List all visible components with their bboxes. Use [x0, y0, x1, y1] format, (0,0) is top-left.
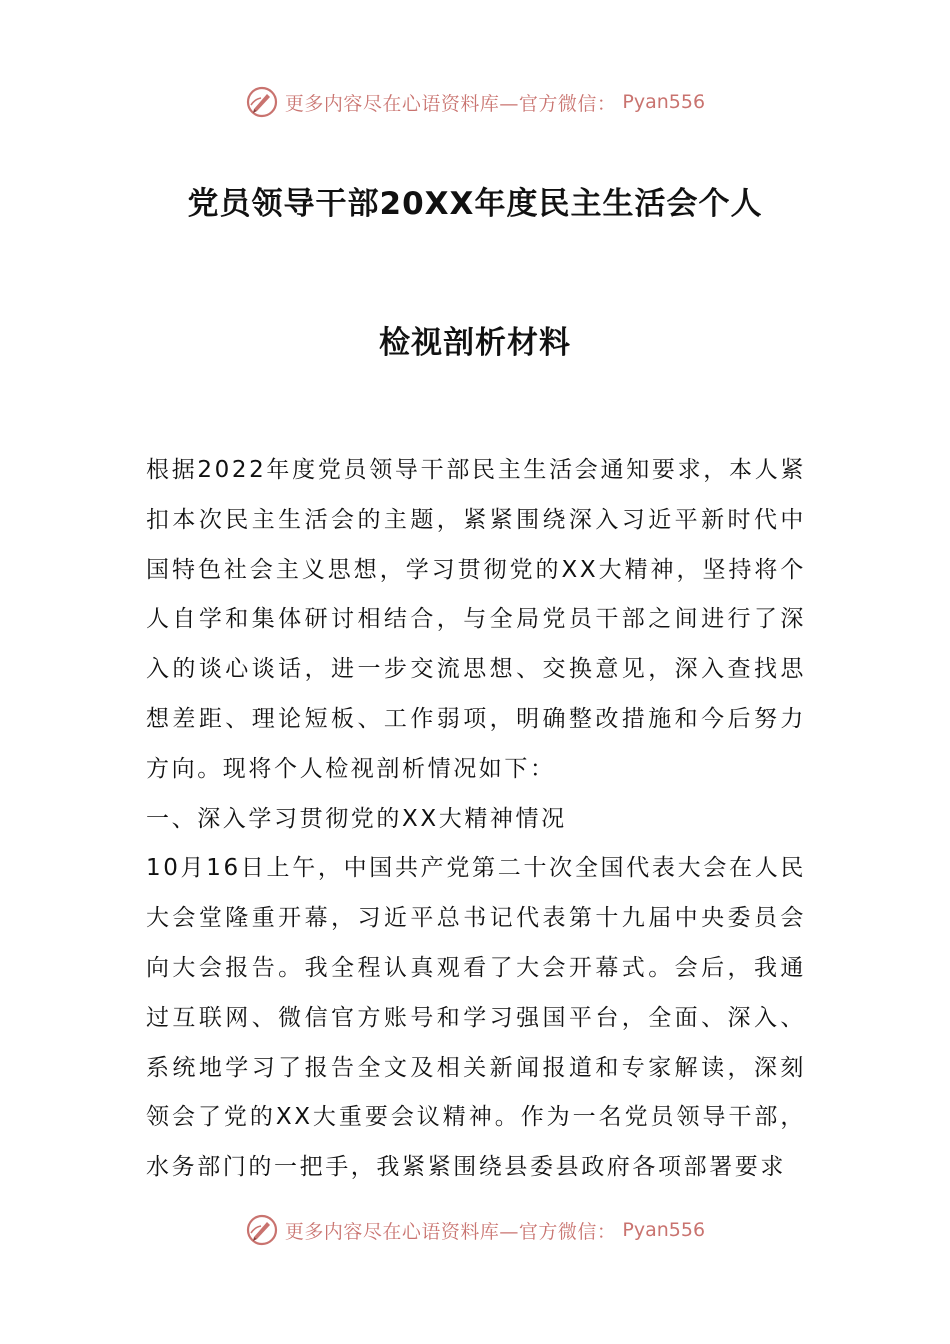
paragraph-intro: 根据2022年度党员领导干部民主生活会通知要求，本人紧扣本次民主生活会的主题，紧紧围绕深入习近平新时代中国特色社会主义思想，学习贯彻党的XX大精神，坚持将个人自学和集体研讨相结合，与全局党员干部之间进行了深入的谈心谈话，进一步交流思想、交换意见，深入查找思想差距、理论短板、工作弱项，明确整改措施和今后努力方向。现将个人检视剖析情况如下： — [146, 457, 806, 782]
pen-seal-icon — [245, 1213, 279, 1247]
pen-seal-icon — [245, 85, 279, 119]
paragraph-section-body: 10月16日上午，中国共产党第二十次全国代表大会在人民大会堂隆重开幕，习近平总书记代表第十九届中央委员会向大会报告。我全程认真观看了大会开幕式。会后，我通过互联网、微信官方账号和学习强国平台，全面、深入、系统地学习了报告全文及相关新闻报道和专家解读，深刻领会了党的XX大重要会议精神。作为一名党员领导干部，水务部门的一把手，我紧紧围绕县委县政府各项部署要求 — [146, 855, 806, 1181]
watermark-text: 更多内容尽在心语资料库—官方微信： — [284, 92, 617, 115]
watermark-handle: Pyan556 — [622, 1219, 706, 1241]
section-heading: 一、深入学习贯彻党的XX大精神情况 — [146, 805, 567, 832]
document-title-line2: 检视剖析材料 — [379, 325, 571, 361]
watermark-handle: Pyan556 — [622, 91, 706, 113]
watermark-footer — [0, 1210, 950, 1250]
watermark-text: 更多内容尽在心语资料库—官方微信： — [284, 1220, 617, 1243]
watermark-header — [0, 82, 950, 122]
document-body — [146, 446, 806, 1193]
document-title-line1: 党员领导干部20XX年度民主生活会个人 — [187, 186, 763, 222]
